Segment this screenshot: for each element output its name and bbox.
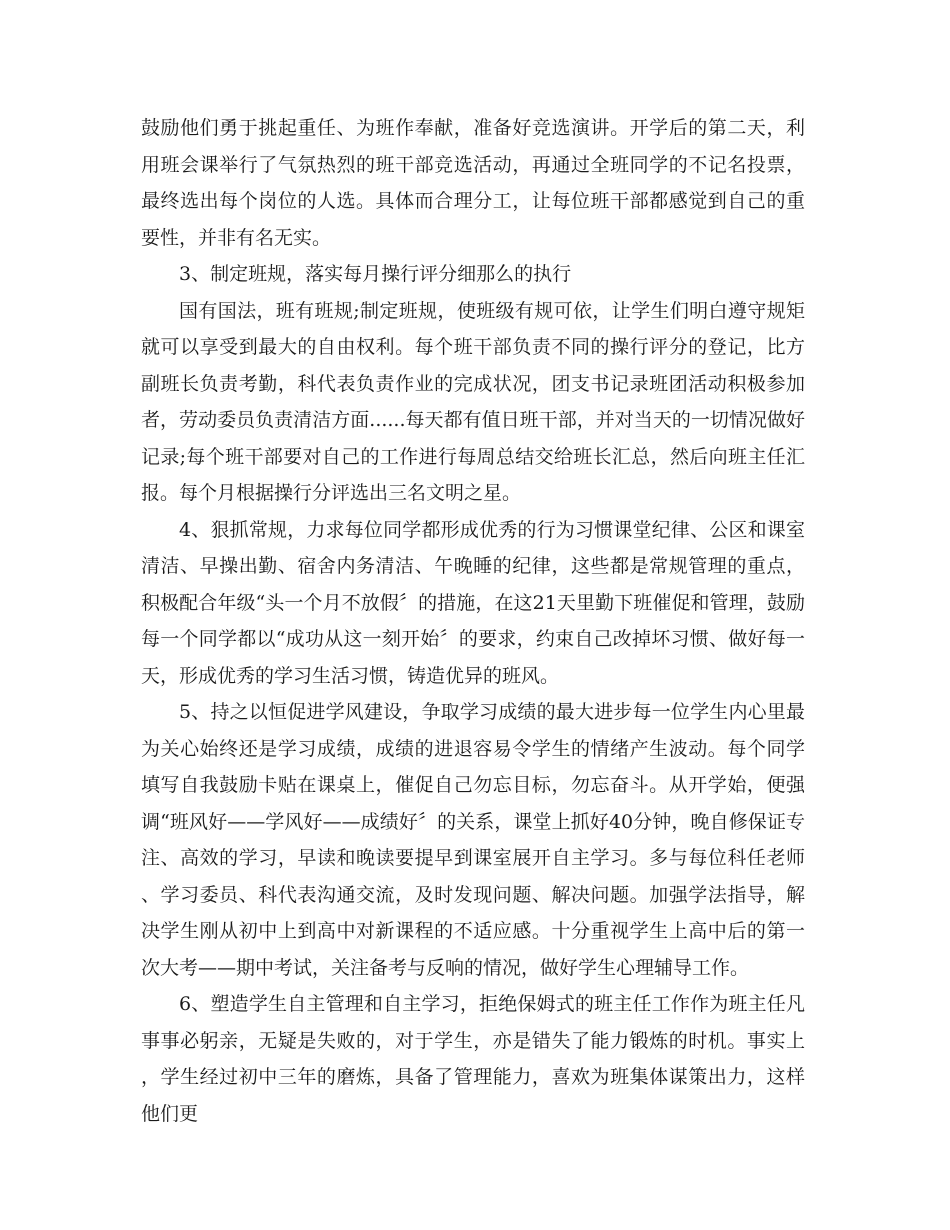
paragraph-class-rules: 国有国法，班有班规;制定班规，使班级有规可依，让学生们明白遵守规矩就可以享受到最大的自由权利。每个班干部负责不同的操行评分的登记，比方副班长负责考勤，科代表负责作业的完成状况，团支书记录班团活动积极参加者，劳动委员负责清洁方面......每天都有值日班干部，并对当天的一切情况做好记录;每个班干部要对自己的工作进行每周总结交给班长汇总，然后向班主任汇报。每个月根据操行分评选出三名文明之星。 bbox=[141, 299, 805, 504]
paragraph-section-4: 4、狠抓常规，力求每位同学都形成优秀的行为习惯课堂纪律、公区和课室清洁、早操出勤、宿舍内务清洁、午晚睡的纪律，这些都是常规管理的重点，积极配合年级“头一个月不放假〞的措施，在这21天里勤下班催促和管理，鼓励每一个同学都以“成功从这一刻开始〞的要求，约束自己改掉坏习惯、做好每一天，形成优秀的学习生活习惯，铸造优异的班风。 bbox=[141, 518, 805, 687]
paragraph-section-5: 5、持之以恒促进学风建设，争取学习成绩的最大进步每一位学生内心里最为关心始终还是学习成绩，成绩的进退容易令学生的情绪产生波动。每个同学填写自我鼓励卡贴在课桌上，催促自己勿忘目标，勿忘奋斗。从开学始，便强调“班风好——学风好——成绩好〞的关系，课堂上抓好40分钟，晚自修保证专注、高效的学习，早读和晚读要提早到课室展开自主学习。多与每位科任老师、学习委员、科代表沟通交流，及时发现问题、解决问题。加强学法指导，解决学生刚从初中上到高中对新课程的不适应感。十分重视学生上高中后的第一次大考——期中考试，关注备考与反响的情况，做好学生心理辅导工作。 bbox=[141, 701, 805, 979]
paragraph-section-6: 6、塑造学生自主管理和自主学习，拒绝保姆式的班主任工作作为班主任凡事事必躬亲，无疑是失败的，对于学生，亦是错失了能力锻炼的时机。事实上，学生经过初中三年的磨炼，具备了管理能力，喜欢为班集体谋策出力，这样他们更 bbox=[141, 993, 805, 1125]
section-heading-3: 3、制定班规，落实每月操行评分细那么的执行 bbox=[179, 263, 572, 285]
paragraph-continuation: 鼓励他们勇于挑起重任、为班作奉献，准备好竞选演讲。开学后的第二天，利用班会课举行了气氛热烈的班干部竞选活动，再通过全班同学的不记名投票，最终选出每个岗位的人选。具体而合理分工，让每位班干部都感觉到自己的重要性，并非有名无实。 bbox=[141, 117, 805, 249]
document-page bbox=[141, 110, 805, 1132]
